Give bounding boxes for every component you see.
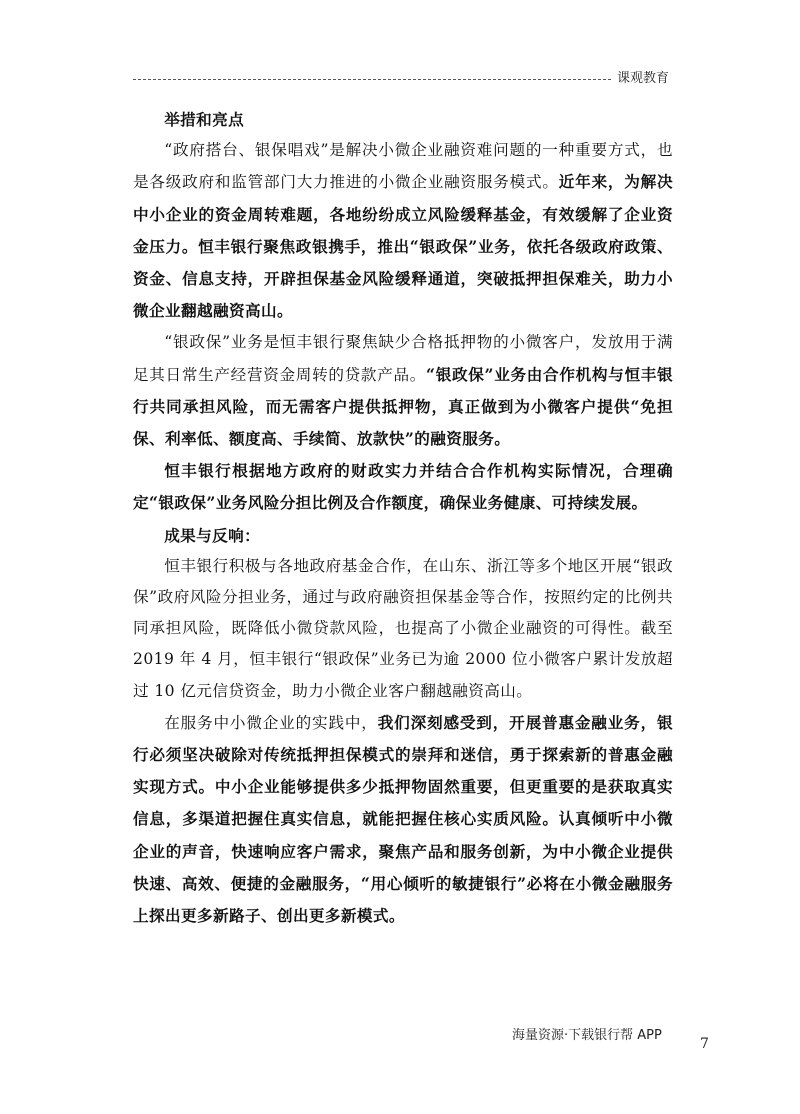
paragraph-2-bold: “银政保”业务由合作机构与恒丰银行共同承担风险，而无需客户提供抵押物，真正做到为小微客户提供“免担保、利率低、额度高、手续简、放款快”的融资服务。 (133, 364, 673, 449)
paragraph-1 (133, 135, 673, 327)
paragraph-3-bold: 恒丰银行根据地方政府的财政实力并结合合作机构实际情况，合理确定“银政保”业务风险分担比例及合作额度，确保业务健康、可持续发展。 (133, 461, 673, 513)
measures-heading: 举措和亮点 (164, 110, 245, 129)
header-brand: 课观教育 (616, 71, 669, 86)
paragraph-5-plain: 在服务中小微企业的实践中， (164, 713, 378, 732)
page-header (133, 64, 669, 86)
paragraph-1-plain: “政府搭台、银保唱戏”是解决小微企业融资难问题的一种重要方式，也是各级政府和监管部门大力推进的小微企业融资服务模式。 (133, 141, 673, 192)
paragraph-2-plain: “银政保”业务是恒丰银行聚焦缺少合格抵押物的小微客户，发放用于满足其日常生产经营资金周转的贷款产品。 (133, 333, 673, 384)
page-number: 7 (700, 1036, 709, 1052)
paragraph-3 (133, 455, 673, 519)
paragraph-5-bold: 我们深刻感受到，开展普惠金融业务，银行必须坚决破除对传统抵押担保模式的崇拜和迷信，勇于探索新的普惠金融实现方式。中小企业能够提供多少抵押物固然重要，但更重要的是获取真实信息，多渠道把握住真实信息，就能把握住核心实质风险。认真倾听中小微企业的声音，快速响应客户需求，聚焦产品和服务创新，为中小微企业提供快速、高效、便捷的金融服务，“用心倾听的敏捷银行”必将在小微金融服务上探出更多新路子、创出更多新模式。 (133, 712, 674, 926)
document-body (133, 104, 673, 932)
paragraph-2 (133, 327, 673, 455)
paragraph-1-bold: 近年来，为解决中小企业的资金周转难题，各地纷纷成立风险缓释基金，有效缓解了企业资金压力。恒丰银行聚焦政银携手，推出“银政保”业务，依托各级政府政策、资金、信息支持，开辟担保基金风险缓释通道，突破抵押担保难关，助力小微企业翻越融资高山。 (133, 172, 673, 321)
paragraph-4: 恒丰银行积极与各地政府基金合作，在山东、浙江等多个地区开展“银政保”政府风险分担业务，通过与政府融资担保基金等合作，按照约定的比例共同承担风险，既降低小微贷款风险，也提高了小微企业融资的可得性。截至 2019 年 4 月，恒丰银行“银政保”业务已为逾 2000 位小微客户累计发放超过 10 亿元信贷资金，助力小微企业客户翻越融资高山。 (133, 556, 673, 700)
footer-app-promo: 海量资源·下载银行帮 APP (512, 1028, 662, 1043)
paragraph-5 (133, 707, 673, 932)
results-heading: 成果与反响： (164, 525, 261, 545)
header-dashed-rule (133, 79, 611, 80)
